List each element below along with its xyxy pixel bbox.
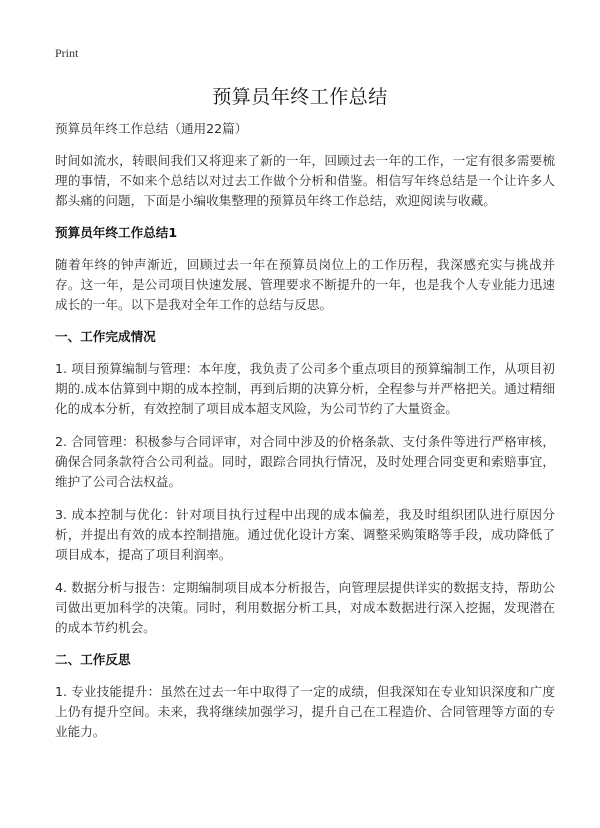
list-item: 2. 合同管理：积极参与合同评审，对合同中涉及的价格条款、支付条件等进行严格审核，确保合同条款符合公司利益。同时，跟踪合同执行情况，及时处理合同变更和索赔事宜，维护了公司合法权益。 (55, 434, 555, 489)
heading-work-reflection: 二、工作反思 (55, 652, 131, 667)
document-body (55, 120, 555, 755)
section-intro-paragraph: 随着年终的钟声渐近，回顾过去一年在预算员岗位上的工作历程，我深感充实与挑战并存。这一年，是公司项目快速发展、管理要求不断提升的一年，也是我个人专业能力迅速成长的一年。以下是我对全年工作的总结与反思。 (55, 257, 555, 312)
document-subtitle: 预算员年终工作总结（通用22篇） (55, 121, 248, 136)
list-item: 4. 数据分析与报告：定期编制项目成本分析报告，向管理层提供详实的数据支持，帮助公司做出更加科学的决策。同时，利用数据分析工具，对成本数据进行深入挖掘，发现潜在的成本节约机会。 (55, 580, 555, 635)
list-item: 3. 成本控制与优化：针对项目执行过程中出现的成本偏差，我及时组织团队进行原因分析，并提出有效的成本控制措施。通过优化设计方案、调整采购策略等手段，成功降低了项目成本，提高了项目利润率。 (55, 507, 555, 562)
document-title: 预算员年终工作总结 (212, 86, 388, 108)
section-title: 预算员年终工作总结1 (55, 225, 178, 240)
heading-work-completion: 一、工作完成情况 (55, 329, 156, 344)
list-item: 1. 专业技能提升：虽然在过去一年中取得了一定的成绩，但我深知在专业知识深度和广度上仍有提升空间。未来，我将继续加强学习，提升自己在工程造价、合同管理等方面的专业能力。 (55, 684, 555, 739)
list-item: 1. 项目预算编制与管理：本年度，我负责了公司多个重点项目的预算编制工作，从项目初期的.成本估算到中期的成本控制，再到后期的决算分析，全程参与并严格把关。通过精细化的成本分析，有效控制了项目成本超支风险，为公司节约了大量资金。 (55, 361, 555, 416)
intro-paragraph: 时间如流水，转眼间我们又将迎来了新的一年，回顾过去一年的工作，一定有很多需要梳理的事情，不如来个总结以对过去工作做个分析和借鉴。相信写年终总结是一个让许多人都头痛的问题，下面是小编收集整理的预算员年终工作总结，欢迎阅读与收藏。 (55, 153, 555, 208)
print-link[interactable]: Print (55, 46, 79, 60)
